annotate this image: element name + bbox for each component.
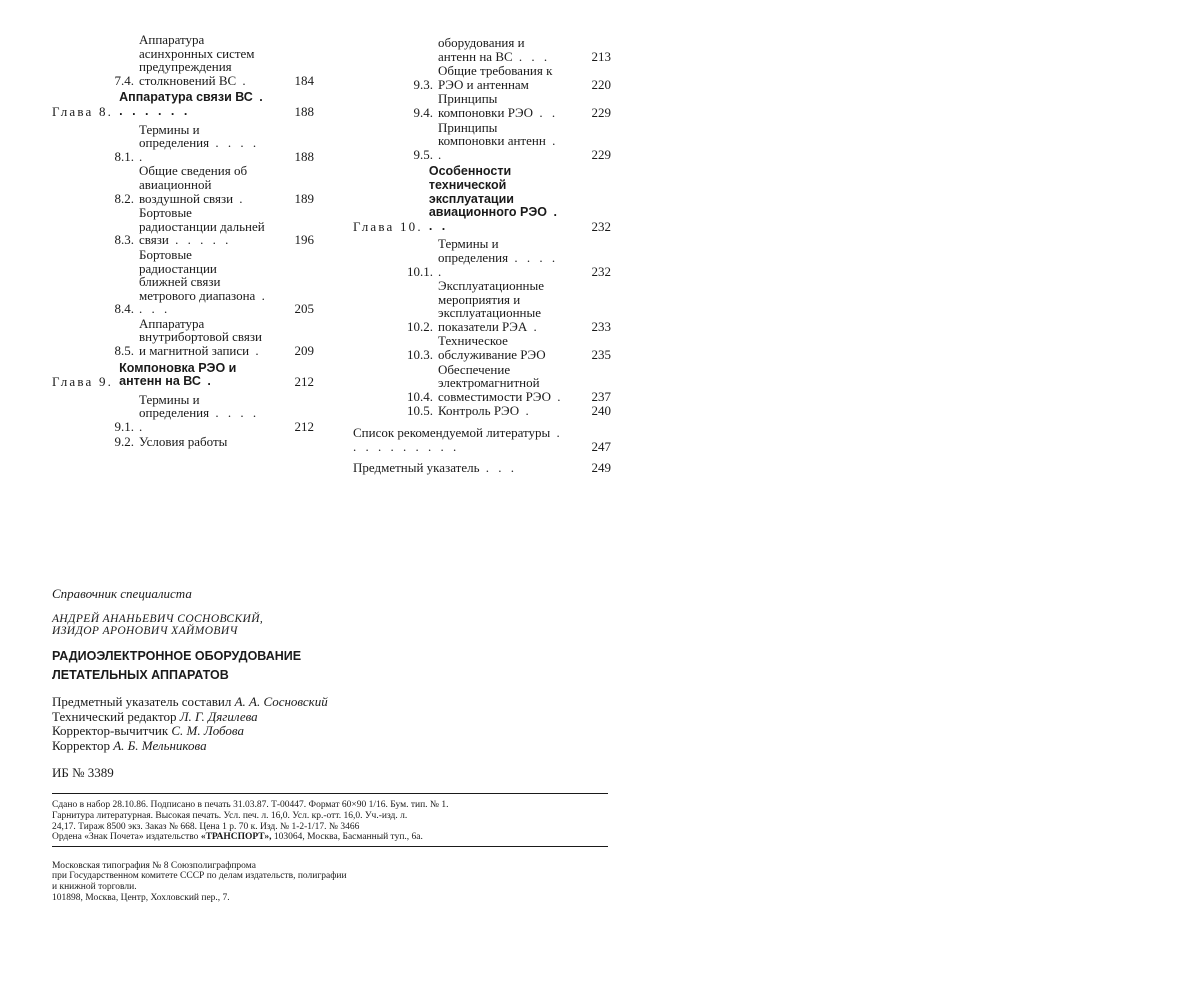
- section-number: 8.2.: [114, 190, 134, 206]
- section-number: 9.3.: [413, 76, 433, 92]
- section-title: [438, 121, 565, 162]
- page-number: 220: [591, 76, 611, 92]
- page-number: 213: [591, 48, 611, 64]
- section-number: 8.1.: [114, 148, 134, 164]
- section-title: [438, 237, 565, 278]
- page-number: 188: [294, 148, 314, 164]
- section-title-text: Термины и определения: [139, 391, 210, 421]
- leader-dots: . . . .: [139, 287, 268, 317]
- page-number: 189: [294, 190, 314, 206]
- imprint-block: [52, 586, 608, 903]
- page-number: 232: [591, 218, 611, 234]
- toc-section: [52, 164, 314, 205]
- section-title: [139, 317, 268, 358]
- section-title: [353, 426, 565, 453]
- section-number: 9.5.: [413, 146, 433, 162]
- section-title: [139, 123, 268, 164]
- section-title-text: Принципы компоновки антенн: [438, 119, 546, 149]
- author-1: АНДРЕЙ АНАНЬЕВИЧ СОСНОВСКИЙ,: [52, 613, 264, 625]
- author-2: ИЗИДОР АРОНОВИЧ ХАЙМОВИЧ: [52, 624, 238, 637]
- chapter-title: [119, 91, 268, 118]
- toc-left-column: [52, 33, 314, 449]
- leader-dots: . . . . .: [139, 405, 260, 435]
- print-line-3: 24,17. Тираж 8500 экз. Заказ № 668. Цена 1 р. 70 к. Изд. № 1-2-1/17. № 3466: [52, 821, 360, 832]
- toc-section: [52, 393, 314, 434]
- section-number: 9.2.: [114, 433, 134, 449]
- leader-dots: . . . . .: [139, 135, 260, 164]
- toc-section: [353, 121, 611, 162]
- section-title: [139, 33, 268, 87]
- section-title-text: оборудования и антенн на ВС: [438, 35, 525, 64]
- toc-entry: [353, 426, 611, 453]
- toc-section: [52, 123, 314, 164]
- section-title-text: Бортовые радиостанции дальней связи: [139, 205, 265, 248]
- page-number: 232: [591, 263, 611, 279]
- chapter-label: Глава 8.: [52, 103, 114, 119]
- toc-chapter: [52, 91, 314, 118]
- section-title: [139, 248, 268, 316]
- printer-line-4: 101898, Москва, Центр, Хохловский пер., 7.: [52, 892, 230, 903]
- credit-line: Предметный указатель составил А. А. Сосновский: [52, 694, 328, 709]
- page-number: 188: [294, 103, 314, 119]
- section-title: [139, 393, 268, 434]
- section-title: [353, 461, 565, 475]
- toc-section: [52, 206, 314, 247]
- page-number: 237: [591, 388, 611, 404]
- toc-section: [353, 92, 611, 119]
- credits: [52, 695, 608, 753]
- toc-section: [353, 363, 611, 404]
- toc-section: [52, 33, 314, 87]
- toc-section: [353, 64, 611, 91]
- section-number: 10.3.: [407, 347, 433, 363]
- printer-line-3: и книжной торговли.: [52, 881, 137, 892]
- toc-section: [353, 36, 611, 63]
- section-number: 10.5.: [407, 403, 433, 419]
- leader-dots: . . .: [512, 48, 551, 64]
- printer-line-1: Московская типография № 8 Союзполиграфпрома: [52, 860, 256, 871]
- toc-section: [52, 435, 314, 449]
- leader-dots: . . .: [428, 205, 560, 233]
- section-title: [438, 36, 565, 63]
- section-number: 8.4.: [114, 301, 134, 317]
- chapter-title: [119, 362, 268, 389]
- chapter-title-text: Компоновка РЭО и антенн на ВС: [119, 360, 237, 389]
- section-title-text: Общие сведения об авиационной воздушной связи: [139, 163, 248, 206]
- toc-section: [52, 248, 314, 316]
- book-title: [52, 647, 608, 685]
- section-title: [438, 404, 565, 418]
- section-number: 9.4.: [413, 104, 433, 120]
- leader-dots: .: [200, 374, 214, 389]
- section-title-text: Термины и определения: [139, 121, 210, 151]
- leader-dots: . . .: [479, 460, 518, 476]
- toc-right-column: [353, 36, 611, 477]
- page-number: 205: [294, 301, 314, 317]
- toc-entry: [353, 461, 611, 475]
- page-number: 229: [591, 104, 611, 120]
- section-number: 7.4.: [114, 72, 134, 88]
- book-title-line-2: ЛЕТАТЕЛЬНЫХ АППАРАТОВ: [52, 668, 229, 682]
- toc-section: [353, 279, 611, 333]
- section-number: 8.3.: [114, 232, 134, 248]
- print-line-2: Гарнитура литературная. Высокая печать. Усл. печ. л. 16,0. Усл. кр.-отт. 16,0. Уч.-изд. л.: [52, 810, 408, 821]
- section-title-text: Принципы компоновки РЭО: [438, 91, 534, 120]
- section-number: 10.4.: [407, 388, 433, 404]
- toc-chapter: [52, 362, 314, 389]
- toc-section: [353, 404, 611, 418]
- divider: [52, 793, 608, 794]
- print-line-1: Сдано в набор 28.10.86. Подписано в печать 31.03.87. Т-00447. Формат 60×90 1/16. Бум. тип. № 1.: [52, 800, 449, 811]
- chapter-label: Глава 10.: [353, 218, 423, 234]
- section-title-text: Контроль РЭО: [438, 403, 520, 419]
- section-number: 9.1.: [114, 419, 134, 435]
- section-title: [438, 279, 565, 333]
- section-title-text: Термины и определения: [438, 236, 509, 265]
- section-title-text: Список рекомендуемой литературы: [353, 425, 551, 441]
- section-number: 10.1.: [407, 263, 433, 279]
- section-number: 8.5.: [114, 343, 134, 359]
- section-title: [438, 363, 565, 404]
- leader-dots: . . . . . . .: [119, 90, 266, 118]
- section-title-text: Аппаратура асинхронных систем предупреждения столкновений ВС: [139, 32, 255, 88]
- leader-dots: . .: [533, 104, 559, 120]
- section-title-text: Аппаратура внутрибортовой связи и магнитной записи: [139, 315, 262, 359]
- leader-dots: .: [519, 403, 532, 419]
- section-title: [139, 164, 268, 205]
- leader-dots: .: [527, 318, 540, 334]
- leader-dots: . . . . . . . . . .: [353, 425, 563, 454]
- page-number: 209: [294, 343, 314, 359]
- section-title-text: Техническое обслуживание РЭО: [438, 333, 546, 363]
- toc-section: [353, 334, 611, 361]
- section-title: [139, 206, 268, 247]
- book-title-line-1: РАДИОЭЛЕКТРОННОЕ ОБОРУДОВАНИЕ: [52, 649, 302, 663]
- leader-dots: . . . . .: [438, 249, 559, 279]
- ib-number: ИБ № 3389: [52, 765, 114, 781]
- toc-section: [353, 237, 611, 278]
- printer-line-2: при Государственном комитете СССР по делам издательств, полиграфии: [52, 871, 347, 882]
- chapter-label: Глава 9.: [52, 374, 114, 390]
- page-number: 184: [294, 72, 314, 88]
- section-number: 10.2.: [407, 318, 433, 334]
- section-title-text: Бортовые радиостанции ближней связи метрового диапазона: [139, 246, 256, 303]
- page-number: 212: [294, 374, 314, 390]
- page-number: 249: [591, 460, 611, 476]
- printer-info: [52, 861, 522, 903]
- credit-line: Корректор-вычитчик С. М. Лобова: [52, 723, 244, 739]
- leader-dots: .: [236, 72, 249, 88]
- leader-dots: .: [249, 343, 262, 359]
- chapter-title-text: Аппаратура связи ВС: [119, 90, 253, 105]
- section-title-text: Обеспечение электромагнитной совместимости РЭО: [438, 361, 551, 404]
- page-number: 212: [294, 419, 314, 435]
- section-title-text: Условия работы: [139, 433, 228, 449]
- page-number: 247: [591, 438, 611, 454]
- page-number: 233: [591, 318, 611, 334]
- page-number: 240: [591, 403, 611, 419]
- page-number: 229: [591, 146, 611, 162]
- print-details: [52, 800, 608, 842]
- credit-line: Технический редактор Л. Г. Дягилева: [52, 708, 258, 724]
- leader-dots: . .: [438, 133, 559, 162]
- page-number: 235: [591, 347, 611, 363]
- page-number: 196: [294, 232, 314, 248]
- toc-chapter: [353, 165, 611, 233]
- toc-section: [52, 317, 314, 358]
- section-title: [438, 92, 565, 119]
- section-title: [438, 64, 565, 91]
- chapter-title-text: Особенности технической эксплуатации авиационного РЭО: [428, 164, 547, 220]
- series-name: Справочник специалиста: [52, 586, 192, 601]
- section-title-text: Предметный указатель: [353, 460, 480, 476]
- divider: [52, 846, 608, 847]
- section-title-text: Эксплуатационные мероприятия и эксплуатационные показатели РЭА: [438, 278, 544, 334]
- section-title-text: Общие требования к РЭО и антеннам: [438, 63, 553, 92]
- section-title: [438, 334, 565, 361]
- section-title: [139, 435, 268, 449]
- chapter-title: [429, 165, 565, 233]
- print-line-4: Ордена «Знак Почета» издательство «ТРАНСПОРТ», 103064, Москва, Басманный туп., 6а.: [52, 832, 423, 843]
- leader-dots: .: [550, 388, 564, 404]
- authors: [52, 614, 608, 637]
- leader-dots: .: [233, 190, 246, 206]
- credit-line: Корректор А. Б. Мельникова: [52, 737, 207, 753]
- leader-dots: . . . . .: [168, 232, 232, 248]
